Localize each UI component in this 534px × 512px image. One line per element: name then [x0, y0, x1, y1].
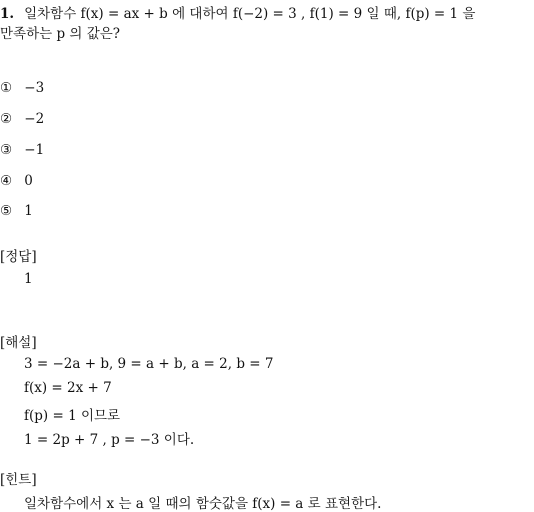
option-mark: ⑤	[0, 203, 13, 219]
question-number: 1.	[0, 6, 15, 22]
explanation-line-2: f(x) = 2x + 7	[24, 380, 112, 396]
option-mark: ④	[0, 173, 13, 189]
option-mark: ①	[0, 80, 13, 96]
explanation-line-3: f(p) = 1 이므로	[24, 408, 121, 424]
option-value: 1	[24, 203, 33, 219]
question-line-2	[0, 22, 120, 42]
hint-label: [힌트]	[0, 472, 37, 488]
answer-value: 1	[24, 271, 33, 287]
option-value: 0	[24, 173, 33, 189]
question-text-1: 일차함수 f(x) = ax + b 에 대하여 f(−2) = 3 , f(1) = 9 일 때, f(p) = 1 을	[24, 6, 476, 22]
option-4[interactable]	[0, 173, 33, 189]
hint-text: 일차함수에서 x 는 a 일 때의 함숫값을 f(x) = a 로 표현한다.	[24, 496, 382, 512]
option-mark: ②	[0, 111, 13, 127]
answer-label: [정답]	[0, 249, 37, 265]
option-value: −1	[24, 142, 45, 158]
question-text-2: 만족하는 p 의 값은?	[0, 26, 121, 42]
option-value: −2	[24, 111, 45, 127]
explanation-line-1: 3 = −2a + b, 9 = a + b, a = 2, b = 7	[24, 356, 274, 372]
option-3[interactable]	[0, 142, 44, 158]
question-line-1	[0, 2, 475, 22]
option-value: −3	[24, 80, 45, 96]
option-5[interactable]	[0, 203, 33, 219]
option-mark: ③	[0, 142, 13, 158]
explanation-line-4: 1 = 2p + 7 , p = −3 이다.	[24, 432, 195, 448]
option-1[interactable]	[0, 80, 44, 96]
explanation-label: [해설]	[0, 335, 37, 351]
option-2[interactable]	[0, 111, 44, 127]
